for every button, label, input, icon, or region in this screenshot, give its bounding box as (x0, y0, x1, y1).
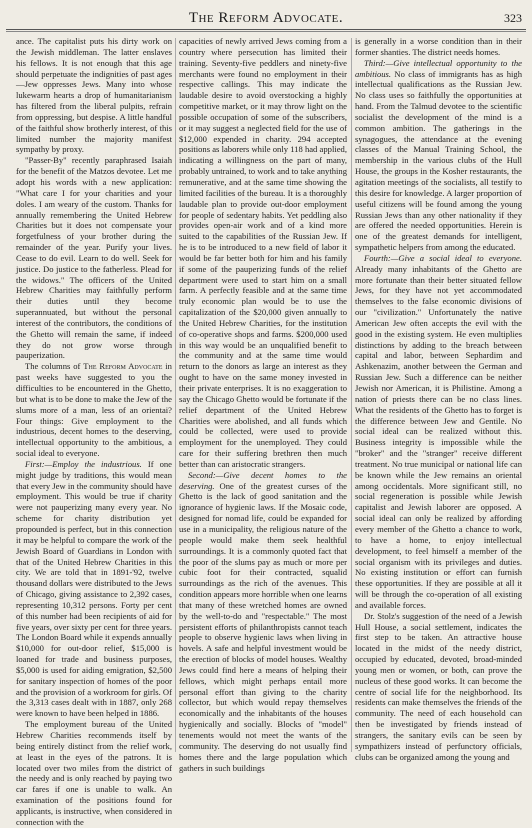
text-run: If one might judge by traditions, this would mean that every Jew in the community should have employment. This would be true if charity were not pauperizing many every year. No scheme for charity distribution yet propounded is perfect, but in this connection it may be helpful to compare the work of the Jewish Board of Guardians in London with that of the United Hebrew Charities in this city. We are told that in 1891-'92, twelve thousand dollars were distributed to the Jews of Chicago, giving assistance to 2,392 cases, representing 10,312 persons. Forty per cent of this number had been recipients of aid for five years, over sixty per cent for three years. The London Board while it expends annually $10,000 for out-door relief, $15,000 is loaned for trade and business purposes, $5,000 is used for aiding emigration, $2,500 for sanitary inspection of homes of the poor and the provision of a workroom for girls. Of the 3,313 cases dealt with in 1887, only 268 were known to have been helped in 1886. (16, 458, 172, 719)
page-number: 323 (504, 11, 522, 25)
header-rule (6, 29, 526, 30)
journal-title: The Reform Advocate. (188, 10, 344, 26)
column-1 (16, 36, 172, 827)
column-divider (175, 38, 176, 752)
column-3 (355, 36, 522, 762)
page-header (0, 0, 532, 30)
paragraph: Dr. Stolz's suggestion of the need of a Jewish Hull House, a social settlement, indicates the first step to be taken. An attractive house located in the midst of the needy district, occupied by educated, devoted, broad-minded young men or women, or both, can prove the nucleus of these good works. It can become the centre of social life for the neighborhood. Its residents can make themselves the friends of the community. The need of each household can then be investigated by friends instead of strangers, the sanitary evils can be seen by sympathizers instead of perfunctory officials, clubs can be organized among the young and (355, 610, 522, 762)
column-2 (179, 36, 348, 773)
header-rule-thin (6, 31, 526, 32)
section-lead: Fourth:—Give a social ideal to everyone. (364, 252, 522, 263)
paragraph: "Passer-By" recently paraphrased Isaiah for the benefit of the Matzos devotee. Let me adopt his words with a new application: "What care I for your charities and your doles. I am weary of the custom. Thanks for annually remembering the United Hebrew Charities but it does not compensate your forgetfulness of your brother during the remainder of the year. Purify your lives. Cease to do evil. Learn to do well. Seek for justice. Do justice to the fatherless. Plead for the widows." The officers of the United Hebrew Charities may faithfully perform their duties until they become superannuated, but without the personal interest of the contributors, the conditions of the Ghetto will remain the same, if indeed they do not grow worse through pauperization. (16, 155, 172, 361)
text-run: One of the greatest curses of the Ghetto is the lack of good sanitation and the ignorance of hygienic laws. If the Mosaic code, designed for nomad life, could be expanded for use in a municipality, the religious nature of the people would make them seek healthful surroundings. It is a commonly quoted fact that the poor of the slums pay as much or more per cubic foot for their contracted, squalid surroundings as the rich of the avenues. This condition appears more horrible when one learns that many of these wretched homes are owned by the well-to-do and "respectable." The most persistent efforts of philanthropists cannot teach people to observe hygienic laws when living in hovels. A safe and helpful investment would be the erection of blocks of model houses. Wealthy Jews could find here a means of helping their fellows, which might perhaps entail more personal effort than giving to the charity collector, but which would repay themselves economically and the inhabitants of the houses hygienically and socially. Blocks of "model" tenements would not meet the wants of the community. The deserving do not usually find homes there and the large population which gathers in such buildings (179, 480, 347, 773)
paragraph: ance. The capitalist puts his dirty work on the Jewish middleman. The latter enslaves his fellows. It is not enough that this age should perpetuate the indignities of past ages—Jew oppresses Jews. Many into whose lukewarm hearts a drop of humanitarianism has filtered from the liberal pulpits, refrain from oppressing, but despise. A little handful of the faithful show brotherly interest, of this limited number the majority manifest sympathy by proxy. (16, 36, 172, 155)
text-run: No class of immigrants has as high intellectual qualifications as the Russian Jew. No class uses so faithfully the opportunities at hand. From the Talmud devotee to the scientific socialist the development of the mind is a common ambition. The gatherings in the synagogues, the attendance at the evening classes of the Manual Training School, the membership in the various clubs of the Hull House, the groups in the Kosher restaurants, the agitation meetings of the socialists, all testify to this desire for knowledge. A larger proportion of useful citizens will be found among the young Russian Jews than any other nationality if they are offered the needed opportunities. Herein is one of the greatest demands for intelligent, sympathetic helpers from among the educated. (355, 68, 522, 253)
paragraph (355, 253, 522, 611)
paragraph (16, 459, 172, 719)
section-lead: Third:—Give intellectual opportunity to the ambitious. (355, 57, 522, 79)
paragraph (16, 361, 172, 459)
text-run: in past weeks have suggested to you the difficulties to be encountered in the Ghetto, but what is to be done to make the Jew of the slums more of a man, less of an orientai? Four things: Give employment to the industrious, decent homes to the deserving, intellectual opportunity to the ambitious, a social ideal to everyone. (16, 361, 172, 459)
section-lead: Second:—Give decent homes to the deserving. (179, 469, 347, 491)
column-divider (351, 38, 352, 752)
paragraph: is generally in a worse condition than in their former shanties. The district needs homes. (355, 36, 522, 57)
paragraph (179, 470, 347, 774)
text-run: Already many inhabitants of the Ghetto are more fortunate than their better situated fellow Jews, for they have not yet accommodated themselves to the false economic divisions of our "civilization." Unfortunately the native American Jew often accepts the evil with the good in the existing system. He even multiplies distinctions by adding to the breach between capital and labor, between Sephardim and Ashkenazim, another between the German and Russian Jew. Such a difference can be neither Jewish nor American, it is Philistine. Among a nation of priests there can be no class lines. What the residents of the Ghetto has to forget is the difference between Jew and Gentile. No social ideal can be realized without this. Business integrity is impossible while the "broker" and the "stranger" receive different treatment. No true municipal or national life can be known while the Jew remains an oriental among occidentals. More significant still, no social regeneration is possible while Jewish capitalist and Jewish laborer are opposed. A social ideal can only be realized by affording every member of the Ghetto a chance to work, to have a home, to enjoy intellectual development, to feel himself a member of the social organism with its privileges and duties. No existing institution or effort can furnish these opportunities. If they are possible at all it will be through the co-operation of all existing and available forces. (355, 263, 522, 610)
article-columns (16, 36, 522, 827)
text-run: The columns of (25, 361, 84, 372)
paragraph: capacities of newly arrived Jews coming from a country where persecution has limited their training. Seventy-five peddlers and ninety-five merchants were found no employment in their respective callings. This may indicate the laudable desire to avoid overstocking a highly competitive market, or it may throw light on the possible occupation of some of the subscribers, or it may suggest a neglected field for the use of $12,000 expended in charity. 294 accepted positions as laborers while only 118 had applied, indicating a willingness on the part of many, probably untrained, to work and to take anything remunerative, and at the same time showing the limited facilities of the bureau. It is a thoroughly laudable plan to provide out-door employment for people of sedentary habits. Yet peddling also provides open-air work and of a kind more suited to the capabilities of the Russian Jew. If he is to be introduced to a new field of labor it would be far better both for him and his family if some of the pauperizing funds of the relief department were used to start him on a small farm. A perfectly feasible and at the same time truly economic plan would be to use the capitalization of the $20,000 given annually to the United Hebrew Charities, for the institution of co-operative shops and farms. $200,000 used in this way would be an unqualified benefit to the community and at the same time would return to the donors as large an interest as they ought to have on the same money invested in their private enterprises. It is no exaggeration to say the Chicago Ghetto would be fortunate if the relief department of the United Hebrew Charities were abolished, and all funds which could be collected, were used to provide employment for the unemployed. They could care for their suffering brethren then much better than can aristocratic strangers. (179, 36, 348, 469)
paragraph (355, 58, 522, 253)
section-lead: First:—Employ the industrious. (25, 458, 142, 469)
paragraph: The employment bureau of the United Hebrew Charities recommends itself by being entirely distinct from the relief work, at least in the eyes of the patrons. It is located over two miles from the district of the needy and is only reached by paying two car fares if one is unable to walk. An examination of the positions found for applicants, is instructive, when considered in connection with the (16, 719, 172, 827)
journal-name: The Reform Advocate (83, 361, 163, 372)
